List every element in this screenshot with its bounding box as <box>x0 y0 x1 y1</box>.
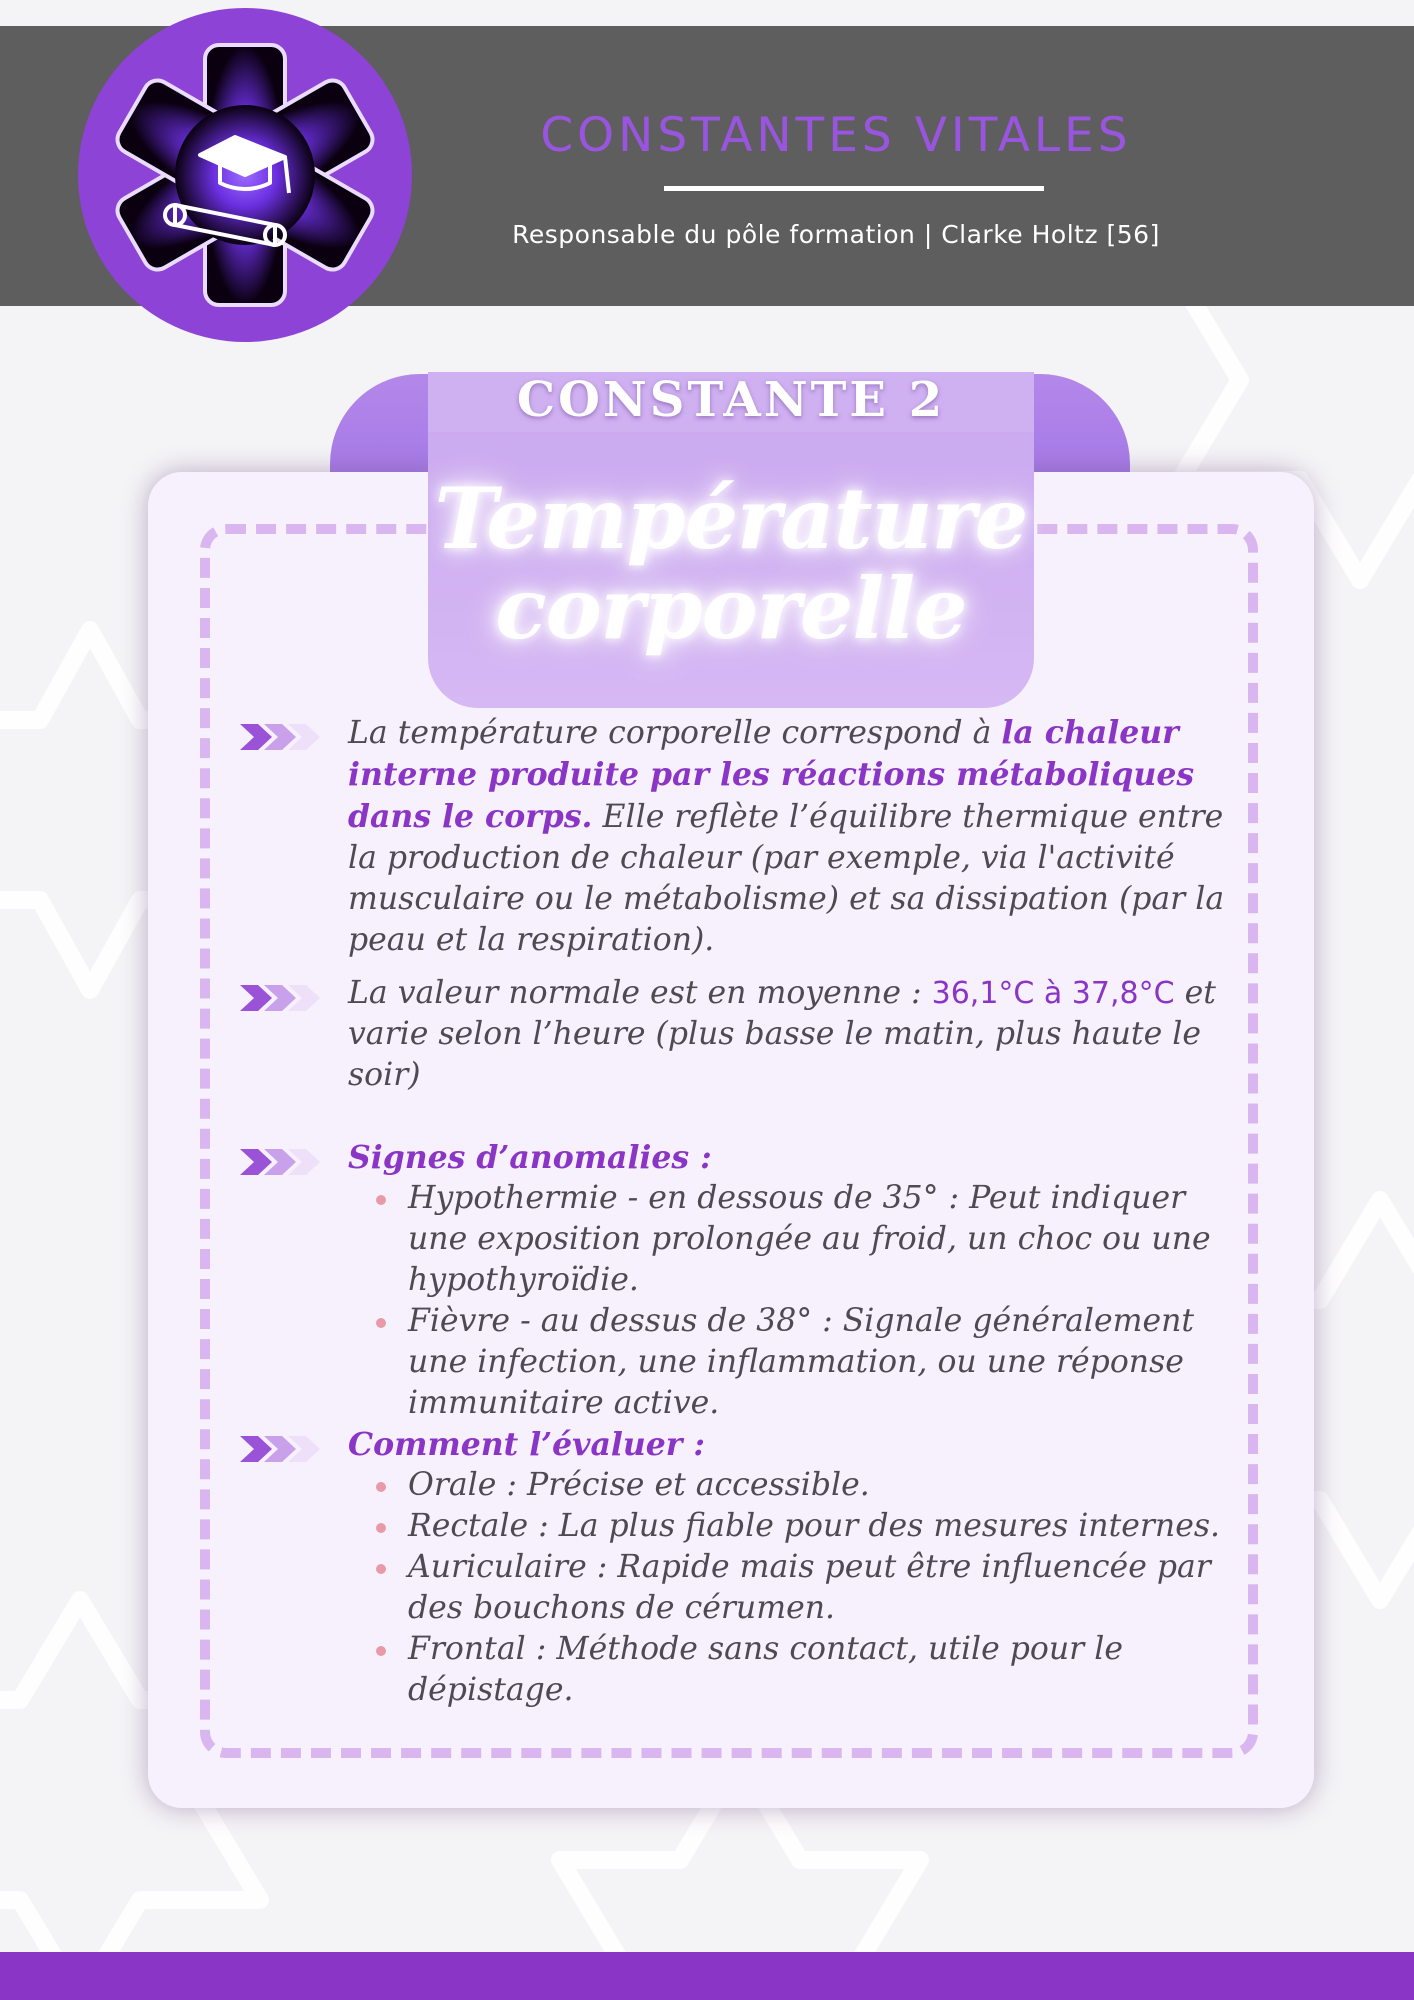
footer-bar <box>0 1952 1414 2000</box>
normal-text-after: et varie selon l’heure (plus basse le matin, plus haute le soir) <box>348 975 1216 1093</box>
chevron-bullet-icon <box>240 1434 320 1464</box>
anomalies-section <box>240 1137 1240 1424</box>
section-title <box>428 469 1034 658</box>
list-item: Rectale : La plus fiable pour des mesures internes. <box>408 1506 1240 1547</box>
section-title-line1: Température <box>434 469 1028 568</box>
list-item: Fièvre - au dessus de 38° : Signale généralement une infection, une inflammation, ou une réponse immunitaire active. <box>408 1301 1240 1424</box>
intro-highlight: la chaleur interne produite par les réactions métaboliques dans le corps. <box>348 714 1195 835</box>
list-item: Frontal : Méthode sans contact, utile pour le dépistage. <box>408 1629 1240 1711</box>
intro-text-before: La température corporelle correspond à <box>348 715 1002 751</box>
anomalies-list <box>348 1178 1240 1424</box>
intro-paragraph <box>240 712 1240 961</box>
list-item: Orale : Précise et accessible. <box>408 1465 1240 1506</box>
title-ribbon <box>428 374 1034 708</box>
constante-label: CONSTANTE 2 <box>516 372 946 428</box>
title-underline <box>664 186 1044 191</box>
intro-text-after: Elle reflète l’équilibre thermique entre la production de chaleur (par exemple, via l'activité musculaire ou le métabolisme) et sa dissipation (par la peau et la respiration). <box>348 799 1225 958</box>
anomalies-title: Signes d’anomalies : <box>348 1139 712 1176</box>
chevron-bullet-icon <box>240 983 320 1013</box>
list-item: Auriculaire : Rapide mais peut être influencée par des bouchons de cérumen. <box>408 1547 1240 1629</box>
page-subtitle: Responsable du pôle formation | Clarke Holtz [56] <box>512 220 1160 249</box>
normal-value-paragraph <box>240 973 1240 1096</box>
page-title: CONSTANTES VITALES <box>540 108 1132 163</box>
normal-range: 36,1°C à 37,8°C <box>931 976 1175 1011</box>
evaluation-section <box>240 1424 1240 1711</box>
section-title-line2: corporelle <box>495 559 967 658</box>
chevron-bullet-icon <box>240 1147 320 1177</box>
list-item: Hypothermie - en dessous de 35° : Peut indiquer une exposition prolongée au froid, un choc ou une hypothyroïdie. <box>408 1178 1240 1301</box>
chevron-bullet-icon <box>240 722 320 752</box>
star-of-life-graduation-cap-icon <box>78 8 412 342</box>
normal-text-before: La valeur normale est en moyenne : <box>348 975 932 1011</box>
evaluation-title: Comment l’évaluer : <box>348 1426 705 1463</box>
content-body <box>240 712 1240 1711</box>
evaluation-list <box>348 1465 1240 1711</box>
